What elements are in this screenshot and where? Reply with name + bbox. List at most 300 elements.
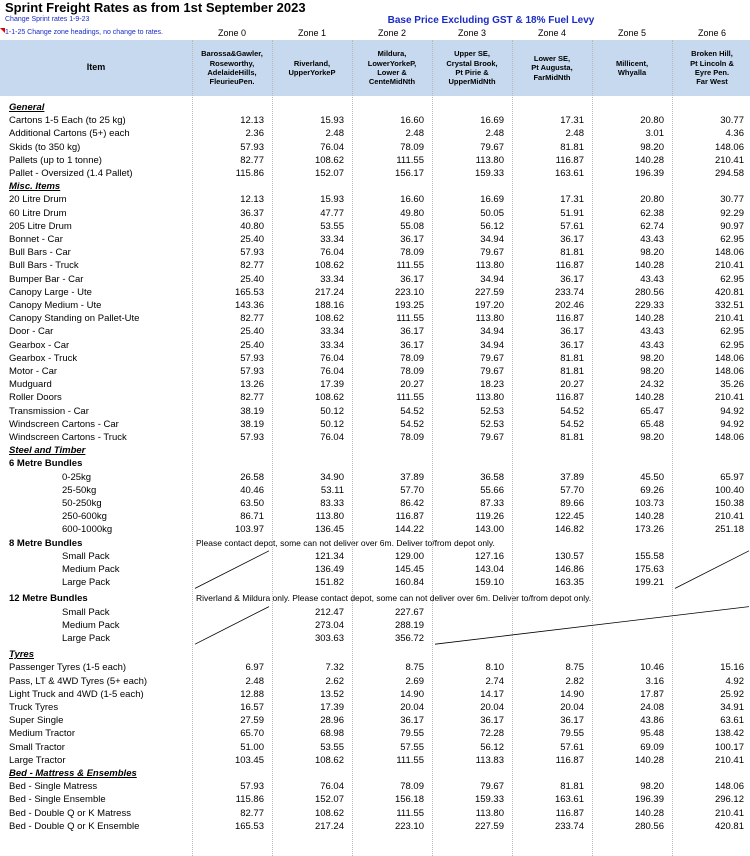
rate-cell: 98.20 [640,366,664,377]
rate-cell: 79.67 [480,432,504,443]
rate-cell: 76.04 [320,352,344,364]
rate-cell: 82.77 [240,154,264,166]
item-label: Cartons 1-5 Each (to 25 kg) [9,115,126,127]
item-label: Bed - Single Matress [9,781,98,793]
rate-cell: 57.93 [240,141,264,153]
rate-cell: 90.97 [720,220,744,232]
rate-cell: 100.17 [714,741,744,753]
rate-cell: 36.17 [560,715,584,727]
zone-heading: Broken Hill, Pt Lincoln & Eyre Pen. Far West [690,49,734,87]
zone-label: Zone 2 [377,28,407,38]
rate-cell: 8.75 [565,662,584,674]
rate-cell: 40.80 [240,220,264,232]
rate-cell: 95.48 [640,728,664,740]
rate-cell: 143.04 [474,564,504,575]
rate-cell: 63.61 [720,715,744,727]
rate-cell: 159.33 [474,168,504,179]
subheading-label: 8 Metre Bundles [9,537,83,549]
rate-cell: 43.43 [640,273,664,285]
rate-cell: 2.48 [565,128,584,140]
rate-cell: 30.77 [720,115,744,127]
zone-label: Zone 0 [217,28,247,38]
rate-cell: 55.08 [400,220,424,232]
rate-cell: 36.17 [560,234,584,245]
item-header: Item [86,62,106,72]
rate-cell: 28.96 [320,715,344,727]
rate-cell: 57.55 [400,741,424,753]
rate-cell: 79.67 [480,247,504,259]
rate-cell: 87.33 [480,498,504,509]
rate-cell: 79.67 [480,781,504,793]
rate-cell: 148.06 [714,352,744,364]
item-label: Door - Car [9,326,54,338]
rate-cell: 76.04 [320,432,344,443]
rate-cell: 54.52 [560,405,584,417]
rate-cell: 12.13 [240,194,264,206]
rate-cell: 56.12 [480,220,504,232]
subheading-label: 6 Metre Bundles [9,458,83,470]
rate-cell: 197.20 [474,300,504,311]
item-label: Gearbox - Truck [9,352,78,364]
rate-cell: 25.92 [720,688,744,700]
item-label: 50-250kg [62,498,102,509]
rate-cell: 202.46 [554,300,584,311]
rate-cell: 13.52 [320,688,344,700]
rate-cell: 159.10 [474,577,504,589]
item-label: 205 Litre Drum [9,220,72,232]
rate-cell: 20.04 [480,702,504,713]
rate-cell: 98.20 [640,141,664,153]
rate-cell: 50.05 [480,207,504,219]
rate-cell: 140.28 [634,154,664,166]
rate-cell: 136.49 [314,564,344,575]
rate-cell: 210.41 [714,392,744,404]
rate-cell: 56.12 [480,741,504,753]
item-label: Large Pack [62,577,111,589]
rate-cell: 36.17 [400,339,424,351]
item-label: Truck Tyres [9,702,59,713]
rate-cell: 2.48 [325,128,344,140]
rate-cell: 43.43 [640,326,664,338]
rate-cell: 83.33 [320,498,344,509]
zone-heading: Lower SE, Pt Augusta, FarMidNth [531,53,573,82]
rate-cell: 54.52 [400,418,424,430]
rate-cell: 33.34 [320,339,344,351]
rate-cell: 146.82 [554,524,584,536]
rate-cell: 122.45 [554,511,584,523]
rate-cell: 280.56 [634,820,664,832]
rate-cell: 14.90 [560,688,584,700]
rate-cell: 2.48 [405,128,424,140]
rate-cell: 25.40 [240,273,264,285]
rate-cell: 4.36 [725,128,744,140]
item-label: Bull Bars - Car [9,247,71,259]
rate-cell: 38.19 [240,418,264,430]
rate-cell: 227.59 [474,820,504,832]
rate-cell: 116.87 [555,313,584,325]
item-label: Small Pack [62,606,110,618]
rate-cell: 163.35 [554,577,584,589]
rate-cell: 296.12 [714,794,744,806]
item-label: Additional Cartons (5+) each [9,128,130,140]
rate-cell: 210.41 [714,754,744,766]
rate-cell: 36.17 [400,273,424,285]
zone-label: Zone 6 [697,28,727,38]
rate-cell: 2.48 [245,675,264,687]
zone-label: Zone 4 [537,28,567,38]
rate-cell: 86.42 [400,498,424,509]
rate-cell: 65.70 [240,728,264,740]
rate-cell: 82.77 [240,260,264,272]
rate-cell: 94.92 [720,418,744,430]
rate-cell: 288.19 [394,619,424,631]
item-label: Bed - Single Ensemble [9,794,106,806]
rate-cell: 196.39 [634,794,664,806]
rate-cell: 76.04 [320,366,344,377]
item-label: Bull Bars - Truck [9,260,79,272]
rate-cell: 76.04 [320,781,344,793]
rate-cell: 100.40 [714,484,744,496]
rate-cell: 57.93 [240,366,264,377]
rate-cell: 57.93 [240,247,264,259]
rate-cell: 115.86 [235,794,264,806]
rate-cell: 223.10 [394,820,424,832]
item-label: Medium Pack [62,619,120,631]
rate-cell: 47.77 [320,207,344,219]
item-label: Passenger Tyres (1-5 each) [9,662,127,674]
rate-cell: 156.18 [394,794,424,806]
rate-cell: 113.80 [475,392,504,404]
rate-cell: 227.67 [394,606,424,618]
rate-cell: 420.81 [714,820,744,832]
base-price-heading: Base Price Excluding GST & 18% Fuel Levy [387,15,595,26]
rate-cell: 17.39 [320,702,344,713]
rate-cell: 113.80 [315,511,344,523]
rate-cell: 14.17 [480,688,504,700]
rate-cell: 113.80 [475,260,504,272]
rate-cell: 152.07 [314,168,344,179]
rate-cell: 20.27 [400,379,424,391]
rate-cell: 36.37 [240,207,264,219]
rate-cell: 8.75 [405,662,424,674]
rate-cell: 116.87 [395,511,424,523]
depot-note: Riverland & Mildura only. Please contact depot, some can not deliver over 6m. Deliver to/from depot only. [196,593,592,604]
item-label: Motor - Car [9,366,58,377]
rate-cell: 16.69 [480,115,504,127]
rate-cell: 3.16 [645,675,664,687]
rate-cell: 40.46 [240,484,264,496]
rate-cell: 140.28 [634,392,664,404]
rate-cell: 35.26 [720,379,744,391]
rate-cell: 111.55 [396,754,424,766]
rate-cell: 138.42 [714,728,744,740]
rate-cell: 16.57 [240,702,264,713]
zone-heading: Millicent, Whyalla [615,58,649,77]
rate-cell: 16.69 [480,194,504,206]
rate-cell: 57.61 [560,220,584,232]
rate-cell: 116.87 [555,392,584,404]
rate-cell: 76.04 [320,141,344,153]
rate-cell: 81.81 [560,432,584,443]
rate-cell: 129.00 [394,550,424,562]
item-label: Large Tractor [9,754,66,766]
rate-cell: 146.86 [554,564,584,575]
rate-cell: 140.28 [634,260,664,272]
rate-cell: 62.95 [720,339,744,351]
rate-cell: 12.13 [240,115,264,127]
rate-cell: 113.83 [475,754,504,766]
change-note: Change Sprint rates 1-9-23 [5,16,90,23]
rate-cell: 17.39 [320,379,344,391]
rate-cell: 78.09 [400,352,424,364]
item-label: Bed - Double Q or K Matress [9,807,131,819]
rate-cell: 65.48 [640,418,664,430]
rate-cell: 57.93 [240,352,264,364]
rate-cell: 13.26 [240,379,264,391]
rate-cell: 15.16 [720,662,744,674]
rate-cell: 140.28 [634,313,664,325]
item-label: 0-25kg [62,471,92,483]
rate-cell: 210.41 [714,313,744,325]
rate-cell: 140.28 [634,754,664,766]
rate-cell: 79.67 [480,352,504,364]
rate-cell: 2.69 [405,675,424,687]
rate-cell: 165.53 [234,286,264,298]
rate-cell: 76.04 [320,247,344,259]
rate-cell: 54.52 [400,405,424,417]
rate-cell: 127.16 [474,550,504,562]
item-label: Canopy Medium - Ute [9,300,102,311]
rate-cell: 24.32 [640,379,664,391]
item-label: Large Pack [62,633,111,644]
rate-cell: 36.17 [560,339,584,351]
rate-cell: 108.62 [314,260,344,272]
rate-cell: 33.34 [320,326,344,338]
rate-cell: 145.45 [394,564,424,575]
rate-cell: 17.87 [640,688,664,700]
page-title: Sprint Freight Rates as from 1st September 2023 [5,0,306,15]
rate-cell: 79.55 [560,728,584,740]
rate-cell: 82.77 [240,392,264,404]
rate-cell: 38.19 [240,405,264,417]
item-label: Small Tractor [9,741,65,753]
depot-note: Please contact depot, some can not deliver over 6m. Deliver to/from depot only. [196,537,495,548]
rate-cell: 233.74 [554,820,584,832]
section-title: Steel and Timber [9,445,86,457]
rate-cell: 143.36 [234,300,264,311]
rate-cell: 6.97 [245,662,264,674]
rate-cell: 210.41 [714,154,744,166]
rate-cell: 173.26 [634,524,664,536]
rate-cell: 111.55 [396,392,424,404]
rate-cell: 2.82 [565,675,584,687]
empty-cell-strike [195,607,269,645]
rate-cell: 78.09 [400,141,424,153]
rate-cell: 81.81 [560,247,584,259]
rate-cell: 217.24 [314,286,344,298]
rate-cell: 37.89 [400,471,424,483]
rate-cell: 4.92 [725,675,744,687]
rate-cell: 36.17 [560,326,584,338]
zone-heading: Riverland, UpperYorkeP [288,58,336,77]
rate-cell: 36.17 [560,273,584,285]
rate-cell: 57.70 [400,484,424,496]
item-label: Bed - Double Q or K Ensemble [9,820,140,832]
rate-cell: 212.47 [314,606,344,618]
zone-heading: Barossa&Gawler, Roseworthy, AdelaideHills, FleurieuPen. [201,49,263,87]
rate-cell: 79.67 [480,141,504,153]
rate-cell: 294.58 [714,168,744,179]
rate-cell: 223.10 [394,286,424,298]
rate-cell: 81.81 [560,366,584,377]
item-label: Medium Tractor [9,728,75,740]
section-title: Tyres [9,649,34,661]
rate-cell: 78.09 [400,366,424,377]
item-label: Canopy Standing on Pallet-Ute [9,313,140,325]
rate-cell: 103.73 [634,498,664,509]
zone-heading: Upper SE, Crystal Brook, Pt Pirie & UpperMidNth [446,49,498,87]
item-label: Roller Doors [9,392,62,404]
rate-cell: 111.55 [396,313,424,325]
rate-cell: 148.06 [714,247,744,259]
rate-cell: 10.46 [640,662,664,674]
rate-cell: 36.17 [400,326,424,338]
rate-cell: 81.81 [560,781,584,793]
rate-cell: 98.20 [640,432,664,443]
rate-cell: 36.58 [480,471,504,483]
section-title: Bed - Mattress & Ensembles [9,768,137,779]
rate-cell: 108.62 [314,807,344,819]
rate-cell: 210.41 [714,511,744,523]
rate-cell: 36.17 [400,715,424,727]
rate-cell: 130.57 [554,550,584,562]
rate-cell: 7.32 [325,662,344,674]
rate-cell: 78.09 [400,781,424,793]
rate-cell: 24.08 [640,702,664,713]
rate-cell: 82.77 [240,807,264,819]
rate-cell: 50.12 [320,418,344,430]
rate-cell: 143.00 [474,524,504,536]
rate-cell: 62.95 [720,234,744,245]
rate-cell: 108.62 [314,754,344,766]
rate-cell: 2.74 [485,675,504,687]
rate-cell: 98.20 [640,247,664,259]
rate-cell: 34.90 [320,471,344,483]
rate-cell: 20.04 [560,702,584,713]
rate-cell: 2.36 [245,128,264,140]
rate-cell: 72.28 [480,728,504,740]
rate-cell: 65.47 [640,405,664,417]
item-label: Mudguard [9,379,52,391]
rate-cell: 15.93 [320,194,344,206]
rate-cell: 163.61 [554,794,584,806]
rate-cell: 156.17 [394,168,424,179]
rate-cell: 62.38 [640,207,664,219]
rate-cell: 37.89 [560,471,584,483]
rate-cell: 25.40 [240,234,264,245]
rate-cell: 111.55 [396,260,424,272]
item-label: 60 Litre Drum [9,207,67,219]
rate-cell: 81.81 [560,352,584,364]
zone-label: Zone 3 [457,28,487,38]
rate-cell: 27.59 [240,715,264,727]
rate-cell: 111.55 [396,807,424,819]
item-label: 600-1000kg [62,524,113,536]
rate-cell: 52.53 [480,418,504,430]
item-label: Transmission - Car [9,405,89,417]
zone-label: Zone 5 [617,28,647,38]
rate-cell: 57.93 [240,781,264,793]
rate-cell: 69.09 [640,741,664,753]
rate-cell: 20.80 [640,194,664,206]
item-label: Skids (to 350 kg) [9,141,81,153]
rate-cell: 113.80 [475,807,504,819]
rate-cell: 196.39 [634,168,664,179]
rate-cell: 86.71 [240,511,264,523]
rate-cell: 57.70 [560,484,584,496]
rate-cell: 16.60 [400,115,424,127]
rate-cell: 150.38 [714,498,744,509]
rate-cell: 53.55 [320,741,344,753]
rate-cell: 2.62 [325,675,344,687]
item-label: Bonnet - Car [9,234,63,245]
rate-cell: 210.41 [714,260,744,272]
rate-cell: 43.86 [640,715,664,727]
rate-cell: 68.98 [320,728,344,740]
rate-cell: 108.62 [314,392,344,404]
rate-cell: 188.16 [314,300,344,311]
rate-cell: 193.25 [394,300,424,311]
item-label: Windscreen Cartons - Car [9,418,119,430]
rate-cell: 30.77 [720,194,744,206]
rate-cell: 17.31 [560,194,584,206]
zone-label: Zone 1 [297,28,327,38]
rate-cell: 45.50 [640,471,664,483]
rate-cell: 165.53 [234,820,264,832]
rate-cell: 51.00 [240,741,264,753]
rate-cell: 14.90 [400,688,424,700]
rate-cell: 2.48 [485,128,504,140]
rate-cell: 92.29 [720,207,744,219]
rate-cell: 54.52 [560,418,584,430]
rate-cell: 20.27 [560,379,584,391]
item-label: Medium Pack [62,564,120,575]
rate-cell: 25.40 [240,339,264,351]
rate-cell: 51.91 [560,207,584,219]
item-label: Super Single [9,715,64,727]
rate-cell: 53.11 [320,484,344,496]
rate-cell: 163.61 [554,168,584,179]
rate-cell: 155.58 [634,550,664,562]
rate-cell: 49.80 [400,207,424,219]
item-label: Pass, LT & 4WD Tyres (5+ each) [9,675,148,687]
rate-cell: 33.34 [320,234,344,245]
rate-cell: 217.24 [314,820,344,832]
item-label: 25-50kg [62,484,97,496]
rate-cell: 89.66 [560,498,584,509]
rate-cell: 36.17 [400,234,424,245]
rate-cell: 108.62 [314,154,344,166]
rate-cell: 136.45 [314,524,344,536]
rate-cell: 116.87 [555,807,584,819]
rate-cell: 103.45 [234,754,264,766]
rate-cell: 34.94 [480,273,504,285]
rate-cell: 34.94 [480,234,504,245]
rate-cell: 115.86 [235,168,264,179]
rate-cell: 25.40 [240,326,264,338]
rate-cell: 148.06 [714,366,744,377]
rate-cell: 15.93 [320,115,344,127]
